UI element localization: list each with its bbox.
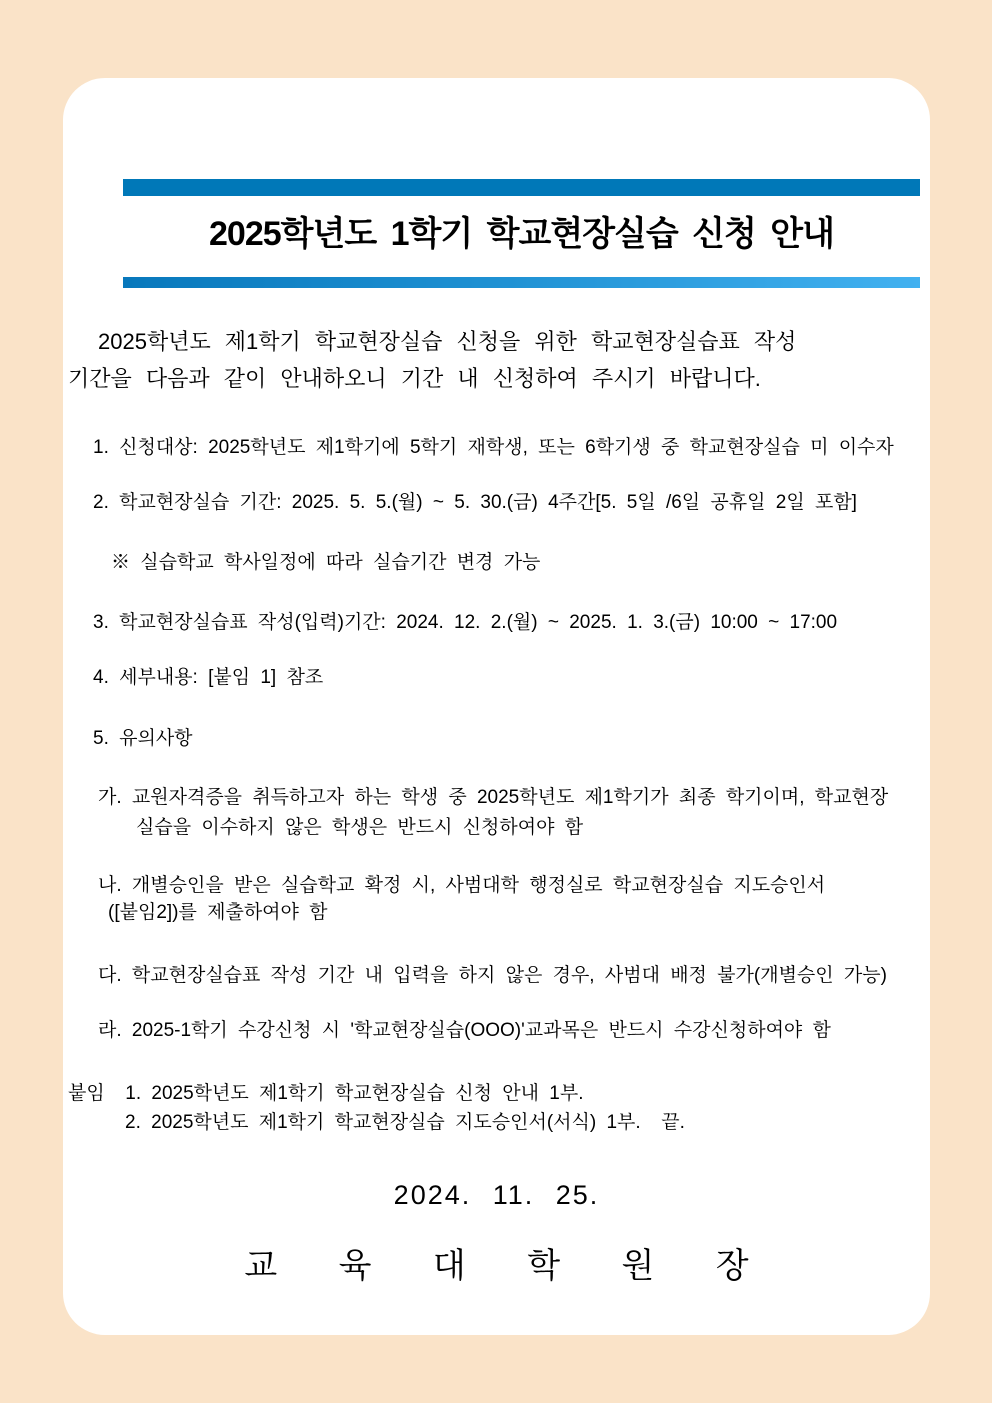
title-top-bar [123,179,920,196]
sub-item-ga-line-1: 가. 교원자격증을 취득하고자 하는 학생 중 2025학년도 제1학기가 최종 학기이며, 학교현장 [98,787,889,808]
sub-item-na-line-1: 나. 개별승인을 받은 실습학교 확정 시, 사범대학 행정실로 학교현장실습 지도승인서 [98,875,826,896]
signature: 교 육 대 학 원 장 [244,1247,767,1285]
attachment-line-2: 2. 2025학년도 제1학기 학교현장실습 지도승인서(서식) 1부. 끝. [125,1112,685,1133]
list-item-5: 5. 유의사항 [93,728,193,749]
page-title: 2025학년도 1학기 학교현장실습 신청 안내 [209,215,834,253]
list-item-4: 4. 세부내용: [붙임 1] 참조 [93,667,324,688]
list-item-1: 1. 신청대상: 2025학년도 제1학기에 5학기 재학생, 또는 6학기생 중 학교현장실습 미 이수자 [93,437,894,458]
list-item-2: 2. 학교현장실습 기간: 2025. 5. 5.(월) ~ 5. 30.(금) 4주간[5. 5일 /6일 공휴일 2일 포함] [93,492,857,513]
sub-item-na-line-2: ([붙임2])를 제출하여야 함 [108,902,328,923]
title-bottom-bar [123,277,920,288]
attachment-line-1: 붙임 1. 2025학년도 제1학기 학교현장실습 신청 안내 1부. [68,1083,584,1104]
sub-item-da: 다. 학교현장실습표 작성 기간 내 입력을 하지 않은 경우, 사범대 배정 불가(개별승인 가능) [98,965,887,986]
list-item-3: 3. 학교현장실습표 작성(입력)기간: 2024. 12. 2.(월) ~ 2025. 1. 3.(금) 10:00 ~ 17:00 [93,612,838,633]
notice-card [63,78,930,1335]
intro-line-1: 2025학년도 제1학기 학교현장실습 신청을 위한 학교현장실습표 작성 [98,329,797,354]
note-line: ※ 실습학교 학사일정에 따라 실습기간 변경 가능 [111,552,541,573]
issue-date: 2024. 11. 25. [393,1180,600,1210]
intro-line-2: 기간을 다음과 같이 안내하오니 기간 내 신청하여 주시기 바랍니다. [68,366,761,391]
sub-item-ga-line-2: 실습을 이수하지 않은 학생은 반드시 신청하여야 함 [136,817,584,838]
sub-item-ra: 라. 2025-1학기 수강신청 시 '학교현장실습(OOO)'교과목은 반드시 수강신청하여야 함 [98,1020,831,1041]
